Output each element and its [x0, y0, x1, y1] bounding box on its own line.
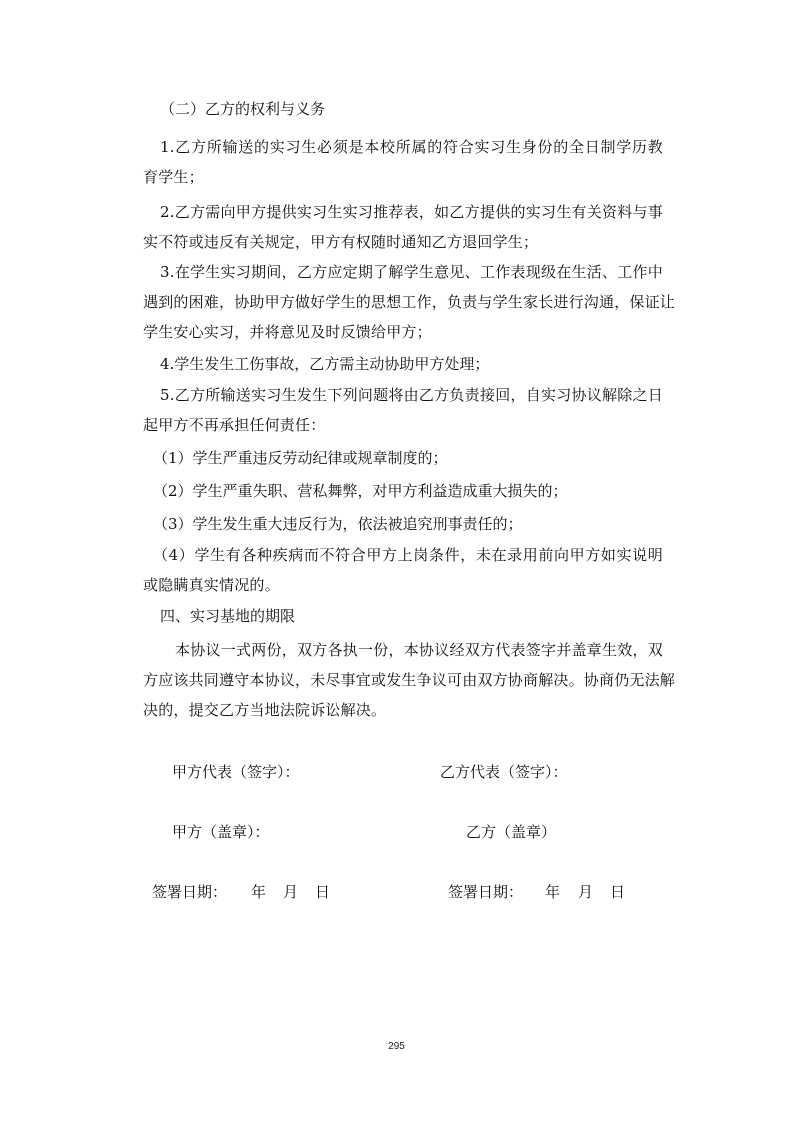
item-4-line-1: 4.学生发生工伤事故，乙方需主动协助甲方处理；	[160, 355, 490, 373]
party-b-date-year: 年	[545, 883, 561, 901]
item-1-line-2: 育学生；	[143, 168, 204, 186]
section-heading: 四、实习基地的期限	[160, 607, 296, 625]
party-b-date-day: 日	[610, 883, 626, 901]
item-3-line-2: 遇到的困难，协助甲方做好学生的思想工作，负责与学生家长进行沟通，保证让	[143, 293, 676, 311]
sub-item-2: （2）学生严重失职、营私舞弊，对甲方利益造成重大损失的；	[153, 482, 568, 500]
item-5-line-1: 5.乙方所输送实习生发生下列问题将由乙方负责接回，自实习协议解除之日	[160, 386, 663, 404]
party-b-representative-label: 乙方代表（签字）：	[440, 763, 568, 781]
party-b-date-month: 月	[578, 883, 594, 901]
party-a-date-day: 日	[315, 883, 331, 901]
section-heading: （二）乙方的权利与义务	[160, 100, 326, 118]
item-3-line-3: 学生安心实习，并将意见及时反馈给甲方；	[143, 323, 432, 341]
party-a-representative-label: 甲方代表（签字）：	[172, 763, 300, 781]
term-paragraph-line-3: 决的，提交乙方当地法院诉讼解决。	[143, 701, 387, 719]
party-b-seal-label: 乙方（盖章）	[466, 823, 557, 841]
party-a-date-month: 月	[283, 883, 299, 901]
party-a-date-label: 签署日期：	[152, 883, 228, 901]
party-a-seal-label: 甲方（盖章）：	[172, 823, 270, 841]
item-5-line-2: 起甲方不再承担任何责任：	[143, 416, 326, 434]
item-2-line-2: 实不符或违反有关规定，甲方有权随时通知乙方退回学生；	[143, 233, 539, 251]
party-a-date-year: 年	[251, 883, 267, 901]
item-2-line-1: 2.乙方需向甲方提供实习生实习推荐表，如乙方提供的实习生有关资料与事	[160, 203, 663, 221]
sub-item-1: （1）学生严重违反劳动纪律或规章制度的；	[153, 449, 448, 467]
party-b-date-label: 签署日期：	[448, 883, 524, 901]
sub-item-3: （3）学生发生重大违反行为，依法被追究刑事责任的；	[153, 515, 523, 533]
sub-item-4-line-2: 或隐瞒真实情况的。	[143, 576, 280, 594]
page-number: 295	[388, 1041, 405, 1052]
item-3-line-1: 3.在学生实习期间，乙方应定期了解学生意见、工作表现级在生活、工作中	[160, 263, 663, 281]
sub-item-4-line-1: （4）学生有各种疾病而不符合甲方上岗条件，未在录用前向甲方如实说明	[153, 546, 663, 564]
term-paragraph-line-2: 方应该共同遵守本协议，未尽事宜或发生争议可由双方协商解决。协商仍无法解	[143, 671, 676, 689]
term-paragraph-line-1: 本协议一式两份，双方各执一份，本协议经双方代表签字并盖章生效，双	[175, 641, 663, 659]
item-1-line-1: 1.乙方所输送的实习生必须是本校所属的符合实习生身份的全日制学历教	[160, 138, 663, 156]
